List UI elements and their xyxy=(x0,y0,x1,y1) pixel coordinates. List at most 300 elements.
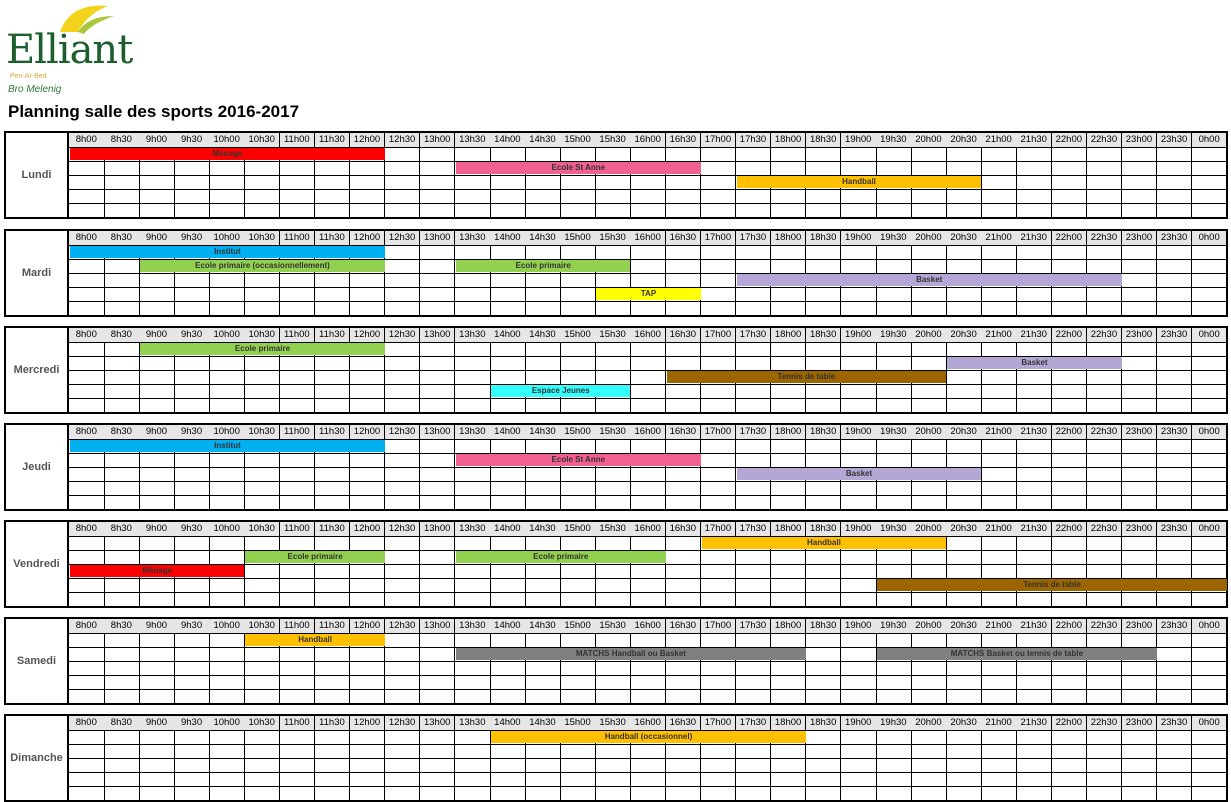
time-header: 22h00 xyxy=(1052,328,1088,343)
time-header: 10h30 xyxy=(244,425,280,440)
time-header: 10h00 xyxy=(209,619,245,634)
schedule-cell xyxy=(1016,730,1052,745)
schedule-cell xyxy=(315,744,351,759)
schedule-cell xyxy=(174,730,210,745)
schedule-cell xyxy=(350,384,386,399)
schedule-cell xyxy=(946,439,982,454)
schedule-cell xyxy=(701,203,737,218)
schedule-cell xyxy=(701,495,737,510)
time-header: 10h30 xyxy=(244,328,280,343)
time-header: 12h00 xyxy=(350,522,386,537)
time-header: 0h00 xyxy=(1192,231,1228,246)
schedule-cell xyxy=(1087,772,1123,787)
time-header: 9h30 xyxy=(174,716,210,731)
time-header: 17h00 xyxy=(701,425,737,440)
schedule-cell xyxy=(701,758,737,773)
schedule-cell xyxy=(806,342,842,357)
schedule-cell xyxy=(69,356,105,371)
schedule-cell xyxy=(525,744,561,759)
time-header: 15h00 xyxy=(560,522,596,537)
schedule-cell xyxy=(1087,245,1123,260)
schedule-cell xyxy=(701,147,737,162)
schedule-cell xyxy=(104,633,140,648)
time-header: 16h30 xyxy=(666,328,702,343)
schedule-cell xyxy=(385,453,421,468)
time-header: 15h00 xyxy=(560,716,596,731)
schedule-cell xyxy=(1052,467,1088,482)
schedule-cell xyxy=(525,287,561,302)
schedule-cell xyxy=(1016,772,1052,787)
schedule-cell xyxy=(315,689,351,704)
schedule-cell xyxy=(280,384,316,399)
schedule-cell xyxy=(1122,661,1158,676)
time-header: 15h30 xyxy=(595,133,631,148)
activity-bar: Tennis de table xyxy=(877,579,1227,591)
schedule-cell xyxy=(841,578,877,593)
time-header: 14h30 xyxy=(525,619,561,634)
schedule-cell xyxy=(209,730,245,745)
schedule-cell xyxy=(244,356,280,371)
time-header: 9h30 xyxy=(174,328,210,343)
time-header: 18h00 xyxy=(771,133,807,148)
schedule-cell xyxy=(69,661,105,676)
schedule-cell xyxy=(174,273,210,288)
schedule-cell xyxy=(630,259,666,274)
schedule-cell xyxy=(209,384,245,399)
time-header: 10h00 xyxy=(209,231,245,246)
schedule-cell xyxy=(806,647,842,662)
activity-bar: Espace Jeunes xyxy=(491,385,630,397)
schedule-cell xyxy=(1016,633,1052,648)
schedule-cell xyxy=(1192,536,1228,551)
activity-bar: MATCHS Handball ou Basket xyxy=(456,648,806,660)
schedule-cell xyxy=(560,495,596,510)
schedule-cell xyxy=(244,675,280,690)
schedule-cell xyxy=(385,467,421,482)
activity-bar: Basket xyxy=(737,468,982,480)
schedule-cell xyxy=(1087,384,1123,399)
schedule-cell xyxy=(981,342,1017,357)
schedule-cell xyxy=(385,370,421,385)
schedule-cell xyxy=(1052,245,1088,260)
schedule-cell xyxy=(560,398,596,413)
schedule-cell xyxy=(1192,161,1228,176)
time-header: 14h00 xyxy=(490,716,526,731)
time-header: 14h30 xyxy=(525,133,561,148)
schedule-cell xyxy=(69,550,105,565)
schedule-cell xyxy=(209,175,245,190)
schedule-cell xyxy=(981,189,1017,204)
schedule-cell xyxy=(841,730,877,745)
schedule-cell xyxy=(1016,689,1052,704)
time-header: 0h00 xyxy=(1192,328,1228,343)
schedule-cell xyxy=(104,467,140,482)
schedule-cell xyxy=(490,439,526,454)
schedule-cell xyxy=(490,786,526,801)
schedule-cell xyxy=(139,786,175,801)
schedule-cell xyxy=(701,689,737,704)
schedule-cell xyxy=(1192,647,1228,662)
schedule-cell xyxy=(455,384,491,399)
schedule-cell xyxy=(1122,398,1158,413)
schedule-cell xyxy=(455,592,491,607)
time-header: 20h30 xyxy=(946,231,982,246)
schedule-cell xyxy=(981,203,1017,218)
schedule-cell xyxy=(1157,287,1193,302)
schedule-cell xyxy=(244,370,280,385)
time-header: 16h00 xyxy=(630,133,666,148)
schedule-cell xyxy=(841,147,877,162)
schedule-cell xyxy=(876,689,912,704)
schedule-cell xyxy=(876,772,912,787)
schedule-cell xyxy=(139,633,175,648)
schedule-cell xyxy=(560,301,596,316)
schedule-cell xyxy=(595,675,631,690)
schedule-cell xyxy=(315,758,351,773)
schedule-cell xyxy=(701,550,737,565)
schedule-cell xyxy=(911,147,947,162)
schedule-cell xyxy=(736,578,772,593)
schedule-cell xyxy=(525,578,561,593)
time-header: 9h00 xyxy=(139,328,175,343)
schedule-cell xyxy=(876,495,912,510)
schedule-cell xyxy=(209,273,245,288)
schedule-cell xyxy=(560,370,596,385)
schedule-cell xyxy=(911,633,947,648)
schedule-cell xyxy=(209,453,245,468)
schedule-cell xyxy=(420,675,456,690)
schedule-cell xyxy=(1016,384,1052,399)
schedule-cell xyxy=(841,744,877,759)
schedule-cell xyxy=(420,481,456,496)
time-header: 20h30 xyxy=(946,716,982,731)
schedule-cell xyxy=(771,550,807,565)
schedule-cell xyxy=(490,287,526,302)
schedule-cell xyxy=(560,342,596,357)
schedule-cell xyxy=(69,536,105,551)
time-header: 22h00 xyxy=(1052,231,1088,246)
schedule-cell xyxy=(1122,453,1158,468)
schedule-cell xyxy=(490,356,526,371)
schedule-cell xyxy=(771,301,807,316)
schedule-cell xyxy=(841,675,877,690)
schedule-cell xyxy=(771,203,807,218)
schedule-cell xyxy=(806,592,842,607)
schedule-cell xyxy=(771,578,807,593)
schedule-cell xyxy=(525,342,561,357)
schedule-cell xyxy=(666,342,702,357)
schedule-cell xyxy=(1122,675,1158,690)
time-header: 9h00 xyxy=(139,133,175,148)
schedule-cell xyxy=(280,356,316,371)
schedule-cell xyxy=(455,147,491,162)
time-header: 19h30 xyxy=(876,328,912,343)
schedule-cell xyxy=(385,730,421,745)
schedule-cell xyxy=(209,578,245,593)
time-header: 22h00 xyxy=(1052,716,1088,731)
time-header: 20h30 xyxy=(946,619,982,634)
schedule-cell xyxy=(1157,259,1193,274)
schedule-cell xyxy=(1192,175,1228,190)
schedule-cell xyxy=(841,495,877,510)
time-header: 15h30 xyxy=(595,425,631,440)
activity-bar: Handball (occasionnel) xyxy=(491,731,806,743)
schedule-cell xyxy=(1052,730,1088,745)
schedule-cell xyxy=(1192,273,1228,288)
time-header: 16h30 xyxy=(666,522,702,537)
time-header: 22h00 xyxy=(1052,133,1088,148)
time-header: 10h00 xyxy=(209,133,245,148)
schedule-cell xyxy=(736,564,772,579)
time-header: 16h00 xyxy=(630,425,666,440)
schedule-cell xyxy=(1052,203,1088,218)
schedule-cell xyxy=(385,772,421,787)
time-header: 20h00 xyxy=(911,328,947,343)
schedule-cell xyxy=(490,147,526,162)
schedule-cell xyxy=(841,342,877,357)
schedule-cell xyxy=(1192,384,1228,399)
schedule-cell xyxy=(280,481,316,496)
schedule-cell xyxy=(104,342,140,357)
schedule-cell xyxy=(736,245,772,260)
schedule-cell xyxy=(736,384,772,399)
schedule-cell xyxy=(139,772,175,787)
schedule-cell xyxy=(666,661,702,676)
schedule-cell xyxy=(385,647,421,662)
schedule-cell xyxy=(1087,661,1123,676)
schedule-cell xyxy=(1087,564,1123,579)
schedule-cell xyxy=(244,161,280,176)
time-header: 15h30 xyxy=(595,231,631,246)
schedule-cell xyxy=(525,370,561,385)
schedule-cell xyxy=(1087,301,1123,316)
activity-bar: Handball xyxy=(702,537,947,549)
time-header: 20h00 xyxy=(911,133,947,148)
schedule-cell xyxy=(525,147,561,162)
schedule-cell xyxy=(420,259,456,274)
schedule-cell xyxy=(771,481,807,496)
time-header: 19h30 xyxy=(876,231,912,246)
schedule-cell xyxy=(1087,175,1123,190)
schedule-cell xyxy=(350,467,386,482)
activity-bar: Handball xyxy=(737,176,982,188)
time-header: 18h00 xyxy=(771,328,807,343)
schedule-cell xyxy=(174,744,210,759)
schedule-cell xyxy=(1192,398,1228,413)
schedule-cell xyxy=(244,495,280,510)
schedule-cell xyxy=(946,786,982,801)
schedule-cell xyxy=(736,161,772,176)
time-header: 23h00 xyxy=(1122,425,1158,440)
time-header: 16h30 xyxy=(666,133,702,148)
schedule-cell xyxy=(104,161,140,176)
schedule-cell xyxy=(315,273,351,288)
schedule-cell xyxy=(104,647,140,662)
time-header: 23h00 xyxy=(1122,522,1158,537)
schedule-cell xyxy=(841,301,877,316)
schedule-cell xyxy=(876,786,912,801)
schedule-cell xyxy=(736,772,772,787)
schedule-cell xyxy=(1016,245,1052,260)
schedule-cell xyxy=(1192,675,1228,690)
time-header: 12h30 xyxy=(385,328,421,343)
schedule-cell xyxy=(806,287,842,302)
activity-bar: Ecole primaire xyxy=(456,260,630,272)
time-header: 14h30 xyxy=(525,425,561,440)
schedule-cell xyxy=(911,259,947,274)
time-header: 14h00 xyxy=(490,522,526,537)
schedule-cell xyxy=(315,578,351,593)
schedule-cell xyxy=(771,689,807,704)
time-header: 22h00 xyxy=(1052,522,1088,537)
time-header: 21h30 xyxy=(1016,133,1052,148)
schedule-cell xyxy=(385,758,421,773)
schedule-cell xyxy=(350,564,386,579)
schedule-cell xyxy=(490,370,526,385)
time-header: 12h00 xyxy=(350,328,386,343)
schedule-cell xyxy=(104,758,140,773)
schedule-cell xyxy=(946,203,982,218)
time-header: 17h30 xyxy=(736,522,772,537)
time-header: 18h00 xyxy=(771,231,807,246)
schedule-cell xyxy=(1016,481,1052,496)
time-header: 11h30 xyxy=(315,328,351,343)
schedule-cell xyxy=(490,633,526,648)
schedule-cell xyxy=(876,661,912,676)
schedule-cell xyxy=(771,758,807,773)
schedule-cell xyxy=(876,384,912,399)
schedule-cell xyxy=(1192,189,1228,204)
schedule-cell xyxy=(174,661,210,676)
time-header: 9h30 xyxy=(174,231,210,246)
schedule-cell xyxy=(911,356,947,371)
schedule-cell xyxy=(69,633,105,648)
schedule-cell xyxy=(244,578,280,593)
schedule-cell xyxy=(490,189,526,204)
time-header: 8h30 xyxy=(104,425,140,440)
schedule-cell xyxy=(876,147,912,162)
schedule-cell xyxy=(1016,147,1052,162)
schedule-cell xyxy=(806,259,842,274)
schedule-cell xyxy=(841,633,877,648)
schedule-cell xyxy=(209,633,245,648)
schedule-cell xyxy=(385,273,421,288)
time-header: 17h00 xyxy=(701,716,737,731)
schedule-cell xyxy=(174,647,210,662)
schedule-cell xyxy=(174,758,210,773)
schedule-cell xyxy=(595,342,631,357)
schedule-cell xyxy=(525,439,561,454)
schedule-cell xyxy=(771,342,807,357)
time-header: 15h00 xyxy=(560,425,596,440)
time-header: 11h00 xyxy=(280,133,316,148)
time-header: 11h30 xyxy=(315,619,351,634)
schedule-cell xyxy=(1157,536,1193,551)
activity-bar: Ménage xyxy=(70,148,385,160)
schedule-cell xyxy=(981,758,1017,773)
schedule-cell xyxy=(455,689,491,704)
time-header: 11h30 xyxy=(315,716,351,731)
activity-bar: Basket xyxy=(947,357,1121,369)
schedule-cell xyxy=(104,481,140,496)
schedule-cell xyxy=(244,398,280,413)
schedule-cell xyxy=(525,495,561,510)
schedule-cell xyxy=(595,564,631,579)
schedule-cell xyxy=(1016,439,1052,454)
time-header: 13h30 xyxy=(455,619,491,634)
schedule-cell xyxy=(1157,481,1193,496)
schedule-cell xyxy=(1052,370,1088,385)
schedule-cell xyxy=(385,287,421,302)
time-header: 22h30 xyxy=(1087,522,1123,537)
schedule-cell xyxy=(420,175,456,190)
schedule-cell xyxy=(1087,481,1123,496)
schedule-cell xyxy=(69,772,105,787)
schedule-cell xyxy=(1122,245,1158,260)
schedule-cell xyxy=(911,661,947,676)
schedule-cell xyxy=(1157,439,1193,454)
time-header: 9h00 xyxy=(139,425,175,440)
schedule-cell xyxy=(736,675,772,690)
schedule-cell xyxy=(69,453,105,468)
schedule-cell xyxy=(315,189,351,204)
time-header: 23h00 xyxy=(1122,619,1158,634)
schedule-cell xyxy=(174,592,210,607)
schedule-cell xyxy=(911,384,947,399)
schedule-cell xyxy=(1122,384,1158,399)
time-header: 19h00 xyxy=(841,619,877,634)
schedule-cell xyxy=(280,689,316,704)
schedule-cell xyxy=(701,356,737,371)
schedule-cell xyxy=(455,273,491,288)
schedule-cell xyxy=(981,592,1017,607)
schedule-cell xyxy=(1052,564,1088,579)
schedule-cell xyxy=(315,786,351,801)
schedule-cell xyxy=(841,564,877,579)
schedule-cell xyxy=(139,689,175,704)
schedule-cell xyxy=(1122,287,1158,302)
schedule-cell xyxy=(630,301,666,316)
time-header: 9h30 xyxy=(174,133,210,148)
schedule-cell xyxy=(736,342,772,357)
time-header: 18h00 xyxy=(771,619,807,634)
schedule-cell xyxy=(666,758,702,773)
schedule-cell xyxy=(1122,147,1158,162)
time-header: 19h30 xyxy=(876,133,912,148)
schedule-cell xyxy=(455,661,491,676)
schedule-cell xyxy=(350,689,386,704)
schedule-cell xyxy=(69,370,105,385)
schedule-cell xyxy=(104,536,140,551)
activity-bar: Ecole St Anne xyxy=(456,454,701,466)
schedule-cell xyxy=(911,398,947,413)
schedule-cell xyxy=(69,481,105,496)
schedule-cell xyxy=(174,633,210,648)
schedule-cell xyxy=(525,633,561,648)
schedule-cell xyxy=(630,175,666,190)
time-header: 14h30 xyxy=(525,716,561,731)
schedule-cell xyxy=(1016,675,1052,690)
schedule-cell xyxy=(1052,536,1088,551)
schedule-cell xyxy=(174,772,210,787)
time-header: 20h30 xyxy=(946,425,982,440)
schedule-cell xyxy=(560,287,596,302)
schedule-cell xyxy=(946,772,982,787)
schedule-cell xyxy=(806,730,842,745)
schedule-cell xyxy=(244,772,280,787)
schedule-cell xyxy=(1052,342,1088,357)
schedule-cell xyxy=(771,772,807,787)
